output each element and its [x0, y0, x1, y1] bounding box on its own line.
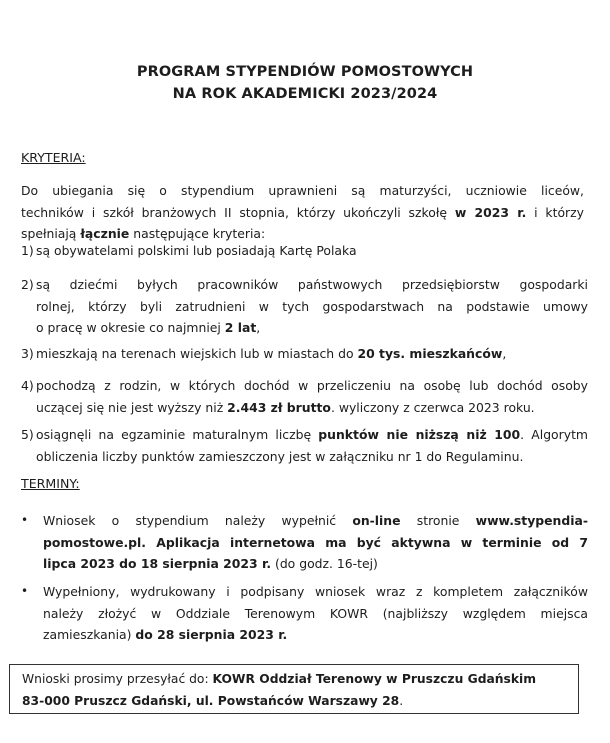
page-title: PROGRAM STYPENDIÓW POMOSTOWYCH: [136, 64, 474, 80]
bullet-dot: •: [21, 584, 29, 598]
criteria-item-2: 2) są dziećmi byłych pracowników państwowych przedsiębiorstw gospodarki rolnej, którzy byli zatrudnieni w tych gospodarstwach na podstawie umowy o pracę w okresie co najmniej 2 lat,: [21, 277, 588, 335]
notice-box: [9, 664, 579, 714]
terms-bullet-2: • Wypełniony, wydrukowany i podpisany wniosek wraz z kompletem załączników należy złożyć w Oddziale Terenowym KOWR (najbliższy względem miejsca zamieszkania) do 28 sierpnia 2023 r.: [21, 581, 588, 646]
terms-heading: TERMINY:: [21, 476, 80, 491]
terms-bullet-1: • Wniosek o stypendium należy wypełnić on-line stronie www.stypendia- pomostowe.pl. Aplikacja internetowa ma być aktywna w terminie od 7 lipca 2023 do 18 sierpnia 2023 r. (do godz. 16-tej): [21, 510, 588, 575]
criteria-intro: [21, 180, 584, 245]
criteria-item-1: 1) są obywatelami polskimi lub posiadają Kartę Polaka: [21, 243, 357, 258]
notice-line-1: Wnioski prosimy przesyłać do: KOWR Oddział Terenowy w Pruszczu Gdańskim: [22, 672, 537, 686]
criteria-item-5: 5) osiągnęli na egzaminie maturalnym liczbę punktów nie niższą niż 100. Algorytm obliczenia liczby punktów zamieszczony jest w załączniku nr 1 do Regulaminu.: [21, 427, 588, 464]
intro-line-1: Do ubiegania się o stypendium uprawnieni są maturzyści, uczniowie liceów,: [21, 183, 584, 198]
intro-line-3: spełniają łącznie następujące kryteria:: [21, 226, 266, 241]
criteria-heading: KRYTERIA:: [21, 150, 86, 165]
intro-line-2: techników i szkół branżowych II stopnia, którzy ukończyli szkołę w 2023 r. i którzy: [21, 204, 584, 220]
bullet-dot: •: [21, 513, 29, 527]
criteria-item-4: 4) pochodzą z rodzin, w których dochód w przeliczeniu na osobę lub dochód osoby uczącej się nie jest wyższy niż 2.443 zł brutto. wyliczony z czerwca 2023 roku.: [21, 378, 588, 415]
notice-line-2: 83-000 Pruszcz Gdański, ul. Powstańców Warszawy 28.: [22, 694, 404, 708]
criteria-item-3: 3) mieszkają na terenach wiejskich lub w miastach do 20 tys. mieszkańców,: [21, 346, 507, 361]
page-subtitle: NA ROK AKADEMICKI 2023/2024: [172, 86, 438, 102]
